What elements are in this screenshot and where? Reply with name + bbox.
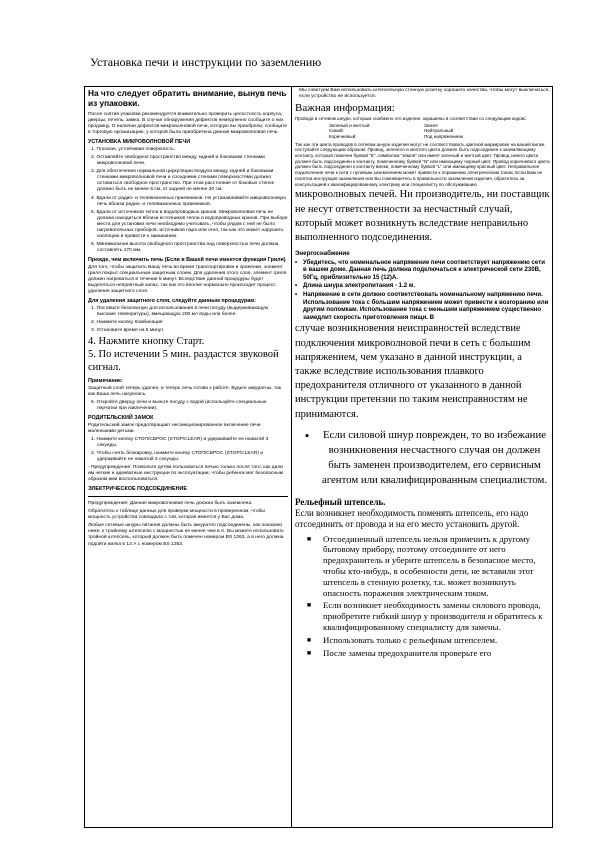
wiring-continuation: микроволновых печей. Ни производитель, ни поставщик не несут ответственности за несчастный случай, который может возникнуть вследствие неправильно выполненного подсоединения. [295, 189, 550, 243]
install-item: 4. Вдали от радио- и телевизионных приемников. Не устанавливайте микроволновую печь вблизи радио- и телевизионных приемников. [91, 195, 286, 207]
plug-item [295, 648, 550, 659]
important-heading: Важная информация: [295, 102, 395, 115]
bullet-icon: ■ [306, 601, 312, 610]
plug-item-text: Использовать только с рельефным штепселем. [323, 634, 498, 645]
wiring-intro: Провода в сетевом шнуре, которым снабжено это изделие, окрашены в соответствии со следующим кодом: [295, 116, 527, 122]
bullet-icon: ■ [306, 635, 312, 644]
child-lock-heading: РОДИТЕЛЬСКИЙ ЗАМОК [88, 415, 154, 422]
power-item-text: Напряжение в сети должно соответствовать номинальному напряжению печи. Использование тока с большим напряжением может привести к возгоранию или другим поломкам. Использование тока с меньшим напряжением существенно замедлит скорость приготовления пищи. В [303, 290, 549, 321]
child-lock-item: 2. Чтобы снять блокировку, нажмите кнопку СТОП/СБРОС (STOP/CLEAR) и удерживайте ее нажатой 3 секунды. [91, 450, 264, 463]
electrical-heading: ЭЛЕКТРИЧЕСКОЕ ПОДСОЕДИНЕНИЕ [88, 486, 187, 493]
electrical-text: Обратитесь к таблице данных для проверки мощности в проверенном, чтобы мощность устройства совпадала с той, которая имеется у Вас дома. [88, 509, 265, 521]
note-item: 6. Откройте дверцу печи и выньте посуду с водой (используйте специальные перчатки при извлечении). [91, 399, 267, 411]
plug-item-text: Если возникнет необходимость замены силового провода, приобретите гибкий шнур у производителя и обратитесь к квалифицированному специалисту для замены. [323, 600, 543, 632]
note-heading: Примечание: [88, 378, 123, 385]
bullet-icon: • [304, 427, 310, 443]
install-item: 2. Оставляйте свободное пространство между задней и боковыми стенками микроволновой печи. [91, 154, 265, 167]
wiring-color: Зеленый и желтый: [329, 122, 371, 128]
column-divider [291, 86, 292, 828]
page-title: Установка печи и инструкции по заземлению [90, 55, 322, 69]
section-rule [88, 496, 288, 497]
bullet-icon: ■ [306, 648, 312, 657]
unpacking-text: После снятия упаковки рекомендуется внимательно проверить целостность корпуса, дверцы, петель, замка. В случае обнаружения дефектов немедленно сообщите о них продавцу. О наличии дефектов микроволновой печи, которую вы приобрели, сообщите в торговую организацию, у которой была приобретена данная микроволновая печь. [88, 112, 288, 136]
grill-heading: Прежде, чем включить печь (Если в Вашей печи имеется функция Гриля) [88, 257, 286, 264]
power-item-text: Длина шнура электропитания - 1.2 м. [303, 282, 416, 290]
right-column [295, 88, 550, 826]
removal-heading: Для удаления защитного слоя, следуйте данным процедурам: [88, 298, 257, 305]
wiring-row [295, 134, 550, 140]
wiring-role: Нейтральный [424, 128, 454, 134]
child-lock-item: 1. Нажмите кнопку СТОП/СБРОС (STOP/CLEAR) и удерживайте ее нажатой 3 секунды. [91, 436, 269, 448]
note-text: Защитный слой теперь удален, и теперь печь готова к работе. Будьте аккуратны, так как Ваша печь нагрелась. [88, 385, 281, 397]
child-warning: - Предупреждение: Позвольте детям пользоваться печью только после того, как дали им четкие и адекватные инструкции по эксплуатации, чтобы ребенок мог безопасным образом ими воспользоваться. [88, 465, 283, 483]
wiring-text: Так как эти цвета проводов в сетевом шнуре изделия могут не соответствовать цветной маркировке на вашей вилке, поступайте следующим образом: Провод, зеленого и желтого цвета должен быть подсоединен к заземляющему контакту, который помечен буквой "E", символом "земля" или имеет зеленый и желтый цвет. Провод синего цвета должен быть подсоединен к контакту, помеченному буквой "N" или имеющему черный цвет. Провод коричневого цвета должен быть подсоединен к контакту вилки, помеченному буквой "L" или имеющему красный цвет. Неправильное подключение печи к сети с нулевым заземлением может привести к поражению электрическим током. Если Вам не понятна инструкция заземления или Вы сомневаетесь в правильности заземления изделия, обратитесь за консультацией к квалифицированному электрику или специалисту по обслуживанию [295, 141, 550, 187]
power-item: • Длина шнура электропитания - 1.2 м. [295, 282, 416, 290]
plug-item [295, 534, 550, 599]
wiring-role: Под напряжением [424, 134, 463, 140]
install-heading: УСТАНОВКА МИКРОВОЛНОВОЙ ПЕЧИ [88, 139, 191, 146]
removal-item: 3. Установите время на 5 минут. [91, 328, 165, 334]
power-heading: Энергоснабжение [295, 250, 350, 258]
power-item: • Напряжение в сети должно соответствовать номинальному напряжению печи. Использование тока с большим напряжением может привести к возгоранию или другим поломкам. Использование тока с меньшим напряжением существенно замедлит скорость приготовления пищи. В [295, 290, 549, 321]
install-item: 3. Для обеспечения нормальной циркуляции воздуха между задней и боковыми стенками микроволновой печи и соседними стенами поверхностями должно оставаться свободное пространство. При этом расстояние от боковых стенок должно быть не менее 5 см, от задней не менее 20 см. [91, 169, 274, 193]
install-item: 6. Минимальная высота свободного пространства над поверхностью печи должна составлять 170 мм. [91, 242, 279, 254]
power-item: • Убедитесь, что номинальное напряжение печи соответствует напряжению сети в вашем доме. Данная печь должна подключаться к электрической сети 230В, 50Гц, приблизительно 15 (12)А. [295, 259, 550, 282]
plug-item-text: Отсоединенный штепсель нельзя применить к другому бытовому прибору, поэтому отсоедините от него предохранитель и уберите штепсель в безопасное место, чтобы кто-нибудь, в особенности дети, не вставили этот штепсель в стенную розетку, т.к. может возникнуть опасность поражения электрическим током. [323, 533, 536, 598]
cord-bullet [295, 428, 550, 489]
cord-bullet-text: Если силовой шнур поврежден, то во избежание возникновения несчастного случая он должен быть заменен производителем, его сервисным агентом или квалифицированным специалистом. [321, 428, 548, 487]
install-item: 1. Плоская, устойчивая поверхность. [91, 146, 176, 152]
power-continuation: случае возникновения неисправностей вследствие подключения микроволновой печи в сеть с большим напряжением, чем указано в данной инструкции, а также вследствие использования плавкого предохранителя отличного от указанного в данной инструкции претензии по таким неисправностям не принимаются. [295, 323, 531, 420]
step-5: 5. По истечении 5 мин. раздастся звуковой сигнал. [88, 349, 279, 373]
wiring-color: Синий: [329, 128, 344, 134]
grill-text: Для того, чтобы защитить Вашу печь во время транспортировки и хранения, элемент гриля покрыт специальным защитным слоем. Для удаления этого слоя, элемент гриля должен нагреваться в течение 5 минут. Вследствие данной процедуры будет выделяться неприятный запах, так как это вполне нормально происходит процесс удаления защитного слоя. [88, 264, 287, 295]
plug-text: Если возникнет необходимость поменять штепсель, его надо отсоединить от провода и на его место установить другой. [295, 507, 529, 529]
power-item-text: Убедитесь, что номинальное напряжение печи соответствует напряжению сети в вашем доме. Данная печь должна подключаться к электрической сети 230В, 50Гц, приблизительно 15 (12)А. [303, 258, 545, 281]
plug-item-text: После замены предохранителя проверьте его [323, 647, 492, 658]
plug-heading: Рельефный штепсель. [295, 496, 386, 507]
electrical-warning: Предупреждение: Данная микроволновая печь должна быть заземлена. [88, 500, 253, 506]
removal-item: 1. Поставьте безопасную для использования в печи посуду (выдерживающую высокие температуры), вмещающую 200 мл воды или более. [91, 305, 269, 317]
unpacking-heading: На что следует обратить внимание, вынув печь из упаковки. [88, 88, 287, 108]
child-lock-text: Родительский замок предотвращает несанкционированное включение печи маленькими детьми. [88, 422, 261, 434]
electrical-text: Любые сетевые шнуры питания должны быть аккуратно подсоединены, как показано ниже, к тройному штепселю с мощностью не менее чем в А. Вы можете использовать тройной штепсель, который должен быть помечен номером BS 1363, а в него должна подойти вилка в 13 А с номером BS 1363. [88, 523, 284, 547]
install-item: 5. Вдали от источников тепла и водопроводных кранов. Микроволновая печь не должна находиться вблизи источников тепла и водопроводных кранов. При выборе места для установки печи необходимо учитывать, чтобы рядом с ней не было нагревательных приборов, источников пара или огня, так как это может нарушить изоляцию и привести к замыканию. [91, 209, 288, 240]
plug-item [295, 600, 550, 632]
wiring-color: Коричневый: [329, 134, 357, 140]
wiring-role: Земля [424, 122, 438, 128]
plug-item [295, 635, 550, 646]
socket-note: Мы советуем Вам использовать штепсельную стенную розетку хорошего качества, чтобы могут выключаться, если устройство не используется. [299, 88, 550, 100]
left-column [88, 88, 288, 826]
removal-item: 2. Нажмите кнопку Комбинация [91, 320, 163, 326]
bullet-icon: ■ [306, 534, 312, 543]
step-4: 4. Нажмите кнопку Старт. [88, 336, 205, 348]
